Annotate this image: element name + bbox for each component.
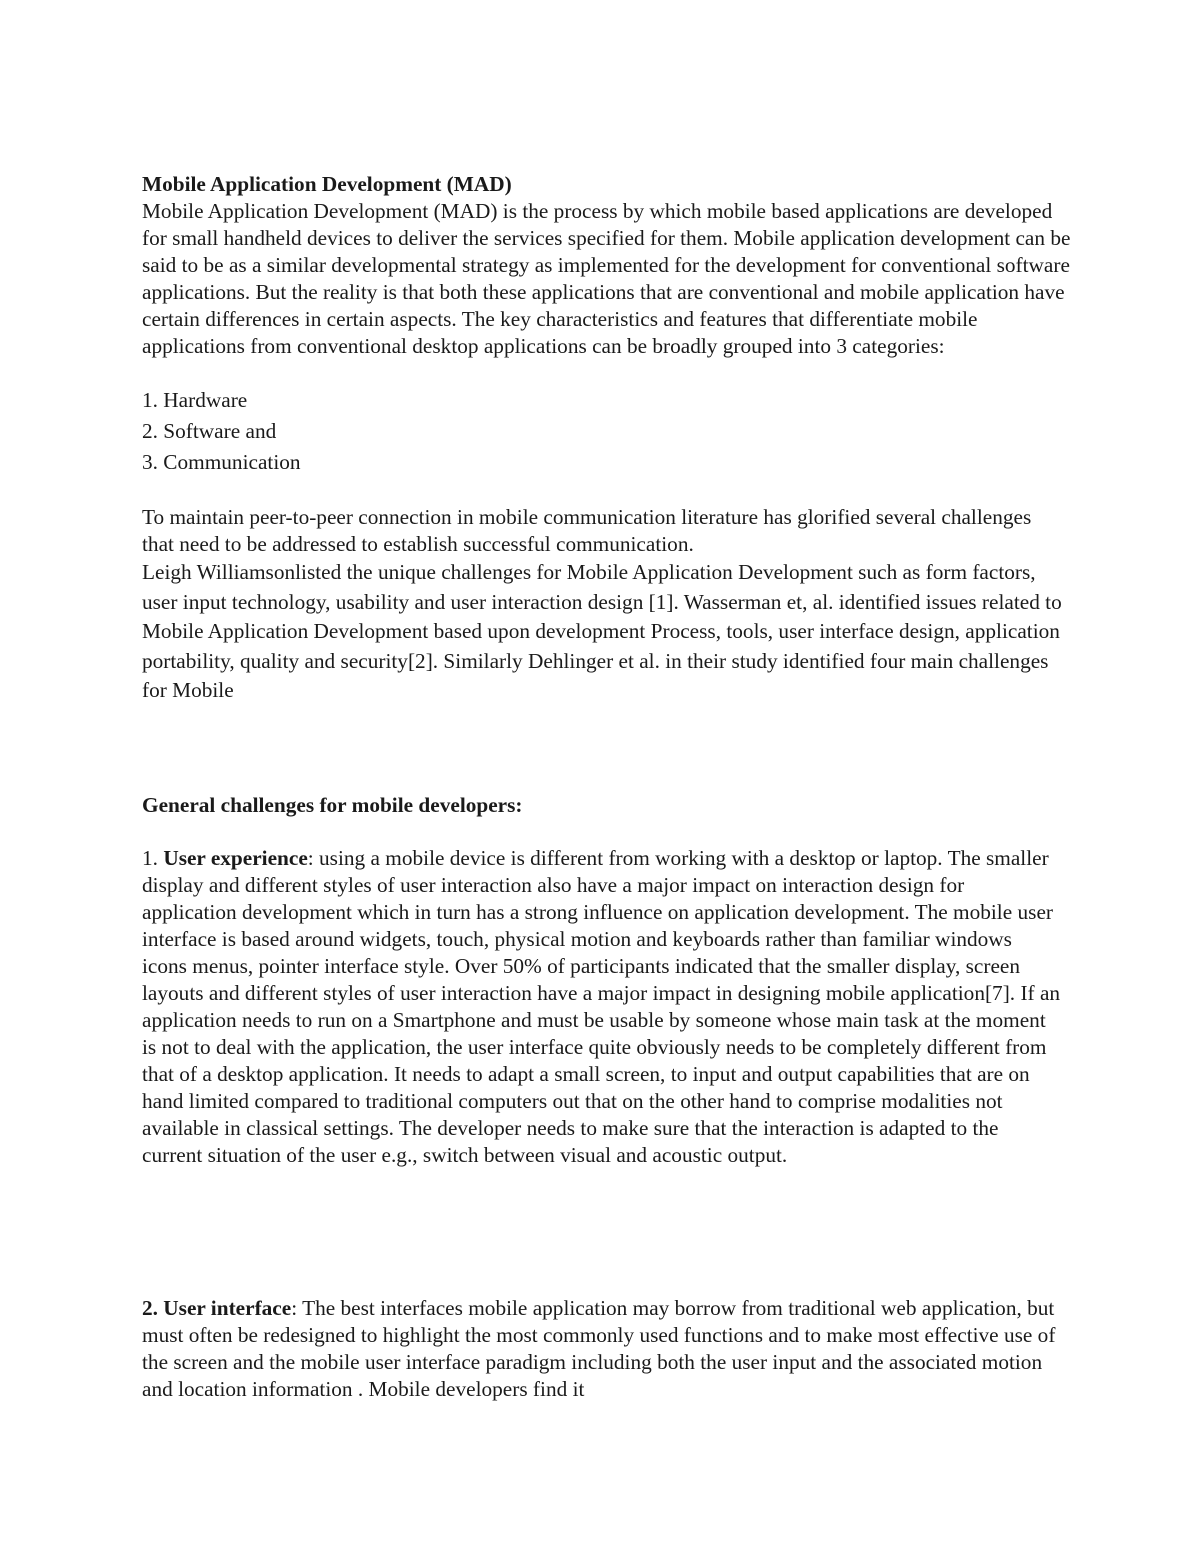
category-list xyxy=(142,387,1082,480)
challenge-item-user-experience xyxy=(142,845,1062,1169)
section-title-general-challenges: General challenges for mobile developers: xyxy=(142,793,523,817)
challenges-literature-block xyxy=(142,558,1062,706)
peer-to-peer-paragraph: To maintain peer-to-peer connection in mobile communication literature has glorified several challenges that need to be addressed to establish successful communication. xyxy=(142,505,1032,556)
user-experience-text: : using a mobile device is different from working with a desktop or laptop. The smaller display and different styles of user interaction also have a major impact on interaction design for application development which in turn has a strong influence on application development. The mobile user interface is based around widgets, touch, physical motion and keyboards rather than familiar windows icons menus, pointer interface style. Over 50% of participants indicated that the smaller display, screen layouts and different styles of user interaction have a major impact in designing mobile application[7]. If an application needs to run on a Smartphone and must be usable by someone whose main task at the moment is not to deal with the application, the user interface quite obviously needs to be completely different from that of a desktop application. It needs to adapt a small screen, to input and output capabilities that are on hand limited compared to traditional computers out that on the other hand to comprise modalities not available in classical settings. The developer needs to make sure that the interaction is adapted to the current situation of the user e.g., switch between visual and acoustic output. xyxy=(142,846,1061,1167)
intro-paragraph: Mobile Application Development (MAD) is the process by which mobile based applications are developed for small handheld devices to deliver the services specified for them. Mobile application development can be said to be as a similar developmental strategy as implemented for the development for conventional software applications. But the reality is that both these applications that are conventional and mobile application have certain differences in certain aspects. The key characteristics and features that differentiate mobile applications from conventional desktop applications can be broadly grouped into 3 categories: xyxy=(142,199,1071,358)
user-experience-paragraph xyxy=(142,845,1062,1169)
user-interface-paragraph xyxy=(142,1295,1062,1403)
challenge-item-user-interface xyxy=(142,1295,1062,1403)
term-user-experience: User experience xyxy=(163,846,308,870)
section-mad xyxy=(142,171,1082,360)
peer-to-peer-paragraph-block xyxy=(142,504,1062,558)
user-interface-text: : The best interfaces mobile application may borrow from traditional web application, but must often be redesigned to highlight the most commonly used functions and to make most effective use of the screen and the mobile user interface paradigm including both the user input and the associated motion and location information . Mobile developers find it xyxy=(142,1296,1056,1401)
section-title-mad: Mobile Application Development (MAD) xyxy=(142,172,512,196)
list-item-hardware: 1. Hardware xyxy=(142,388,248,412)
item-number: 1. xyxy=(142,846,158,870)
section-general-challenges xyxy=(142,792,1082,819)
term-user-interface: 2. User interface xyxy=(142,1296,292,1320)
challenges-literature-paragraph: Leigh Williamsonlisted the unique challenges for Mobile Application Development such as form factors, user input technology, usability and user interaction design [1]. Wasserman et, al. identified issues related to Mobile Application Development based upon development Process, tools, user interface design, application portability, quality and security[2]. Similarly Dehlinger et al. in their study identified four main challenges for Mobile xyxy=(142,560,1062,702)
list-item-communication: 3. Communication xyxy=(142,450,301,474)
list-item-software: 2. Software and xyxy=(142,419,277,443)
